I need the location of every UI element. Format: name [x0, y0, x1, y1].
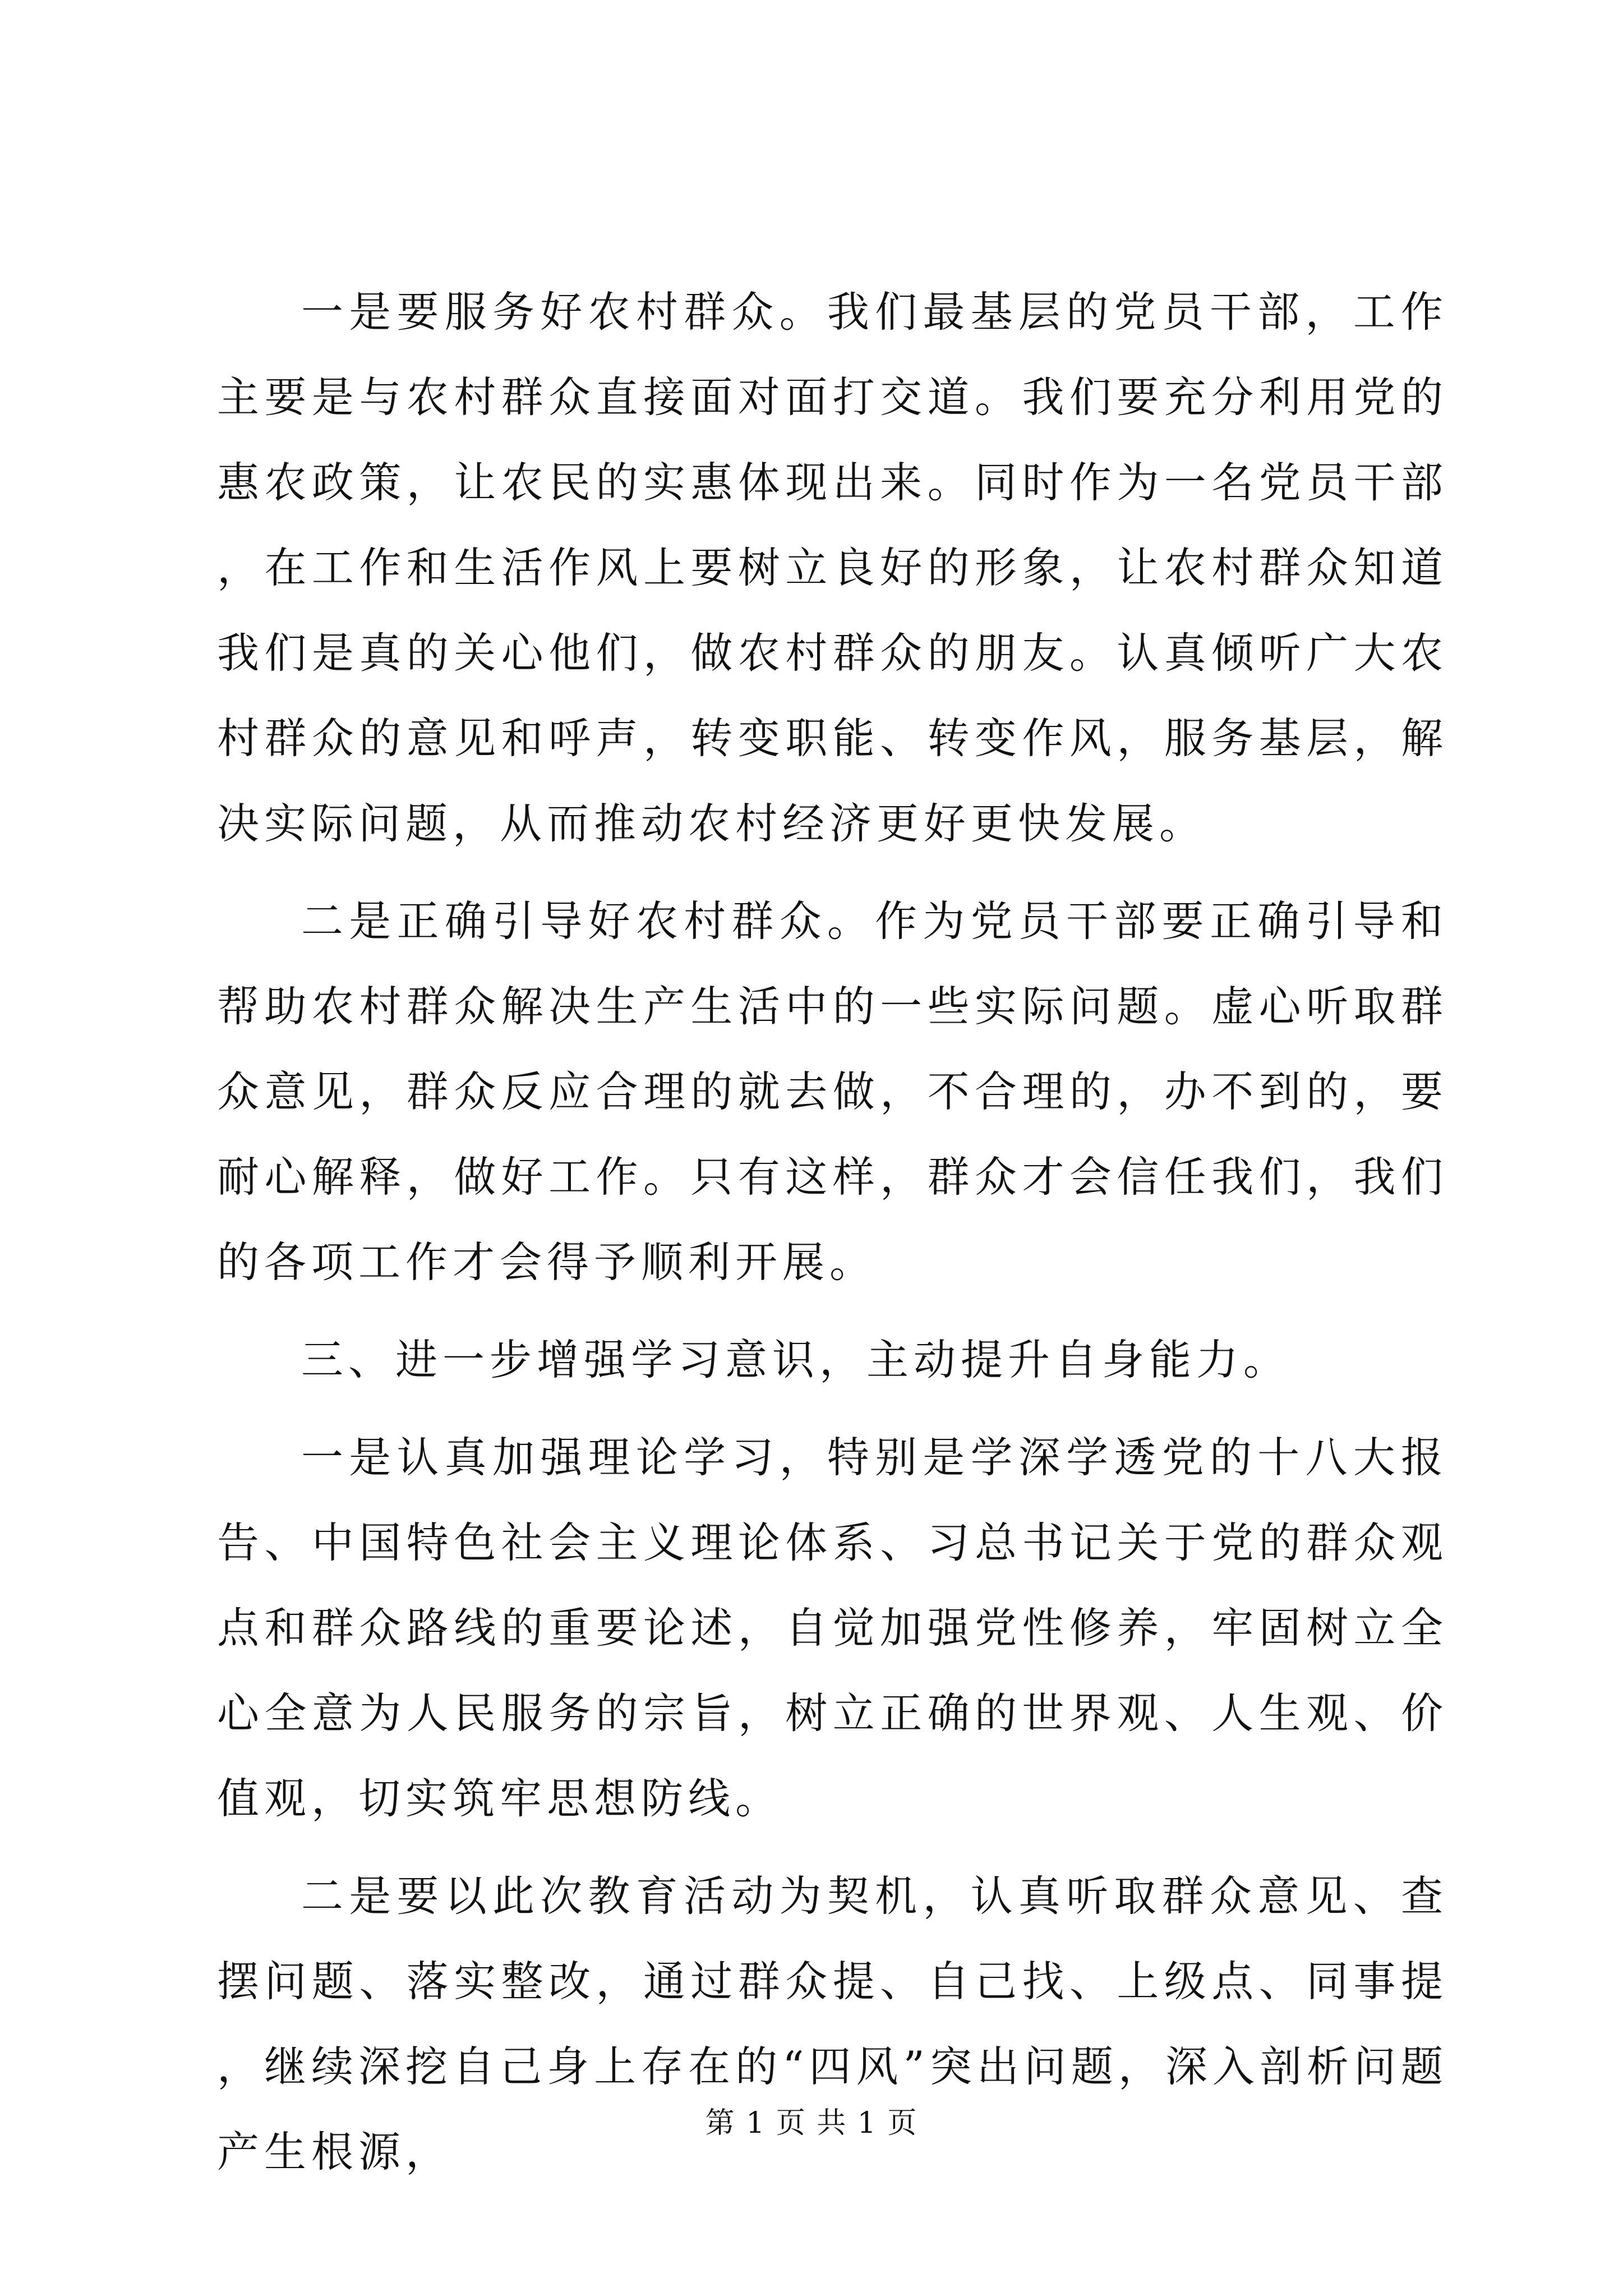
paragraph-theory-study: 一是认真加强理论学习，特别是学深学透党的十八大报告、中国特色社会主义理论体系、习总书记关于党的群众观点和群众路线的重要论述，自觉加强党性修养，牢固树立全心全意为人民服务的宗旨，树立正确的世界观、人生观、价值观，切实筑牢思想防线。: [217, 1433, 1448, 1823]
document-body: [217, 269, 1448, 2194]
page-footer: 第 1 页 共 1 页: [705, 2106, 918, 2140]
section-heading-learning-awareness: 三、进一步增强学习意识，主动提升自身能力。: [301, 1335, 1291, 1384]
paragraph-guide-rural-masses: 二是正确引导好农村群众。作为党员干部要正确引导和帮助农村群众解决生产生活中的一些实际问题。虚心听取群众意见，群众反应合理的就去做，不合理的，办不到的，要耐心解释，做好工作。只有这样，群众才会信任我们，我们的各项工作才会得予顺利开展。: [217, 896, 1448, 1287]
paragraph-serve-rural-masses: 一是要服务好农村群众。我们最基层的党员干部，工作主要是与农村群众直接面对面打交道。我们要充分利用党的惠农政策，让农民的实惠体现出来。同时作为一名党员干部，在工作和生活作风上要树立良好的形象，让农村群众知道我们是真的关心他们，做农村群众的朋友。认真倾听广大农村群众的意见和呼声，转变职能、转变作风，服务基层，解决实际问题，从而推动农村经济更好更快发展。: [217, 287, 1448, 848]
paragraph-education-activity: 二是要以此次教育活动为契机，认真听取群众意见、查摆问题、落实整改，通过群众提、自己找、上级点、同事提，继续深挖自己身上存在的“四风”突出问题，深入剖析问题产生根源，: [217, 1871, 1448, 2177]
